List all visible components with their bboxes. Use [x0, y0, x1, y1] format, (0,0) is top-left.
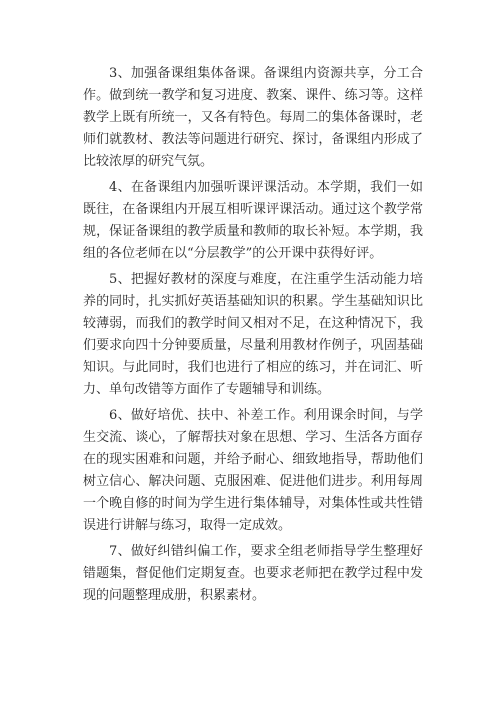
text-line: 比较浓厚的研究气氛。 — [83, 154, 214, 169]
text-line: 较薄弱，而我们的教学时间又相对不足，在这种情况下，我 — [83, 316, 423, 331]
paragraph-6 — [83, 405, 423, 537]
text-line: 生交流、谈心，了解帮扶对象在思想、学习、生活各方面存 — [83, 430, 423, 445]
text-line: 知识。与此同时，我们也进行了相应的练习，并在词汇、听 — [83, 360, 423, 375]
text-line: 3、加强备课组集体备课。备课组内资源共享，分工合 — [109, 66, 423, 81]
text-line: 教学上既有所统一，又各有特色。每周二的集体备课时，老 — [83, 110, 423, 125]
text-line: 力、单句改错等方面作了专题辅导和训练。 — [83, 382, 331, 397]
text-line: 既往，在备课组内开展互相听课评课活动。通过这个教学常 — [83, 202, 423, 217]
text-line: 误进行讲解与练习，取得一定成效。 — [83, 518, 292, 533]
document-body — [83, 63, 423, 611]
text-line: 一个晚自修的时间为学生进行集体辅导，对集体性或共性错 — [83, 496, 423, 511]
text-line: 错题集，督促他们定期复查。也要求老师把在教学过程中发 — [83, 566, 423, 581]
paragraph-4 — [83, 177, 423, 265]
text-line: 作。做到统一教学和复习进度、教案、课件、练习等。这样 — [83, 88, 423, 103]
text-line: 们要求向四十分钟要质量，尽量利用教材作例子，巩固基础 — [83, 338, 423, 353]
text-line: 现的问题整理成册，积累素材。 — [83, 588, 266, 603]
text-line: 组的各位老师在以“分层教学”的公开课中获得好评。 — [83, 246, 383, 261]
paragraph-5 — [83, 269, 423, 401]
text-line: 4、在备课组内加强听课评课活动。本学期，我们一如 — [109, 180, 423, 195]
text-line: 养的同时，扎实抓好英语基础知识的积累。学生基础知识比 — [83, 294, 423, 309]
text-line: 规，保证备课组的教学质量和教师的取长补短。本学期，我 — [83, 224, 423, 239]
text-line: 7、做好纠错纠偏工作，要求全组老师指导学生整理好 — [109, 544, 423, 559]
paragraph-3 — [83, 63, 423, 173]
paragraph-7 — [83, 541, 423, 607]
text-line: 在的现实困难和问题，并给予耐心、细致地指导，帮助他们 — [83, 452, 423, 467]
text-line: 树立信心、解决问题、克服困难、促进他们进步。利用每周 — [83, 474, 423, 489]
text-line: 6、做好培优、扶中、补差工作。利用课余时间，与学 — [109, 408, 423, 423]
text-line: 师们就教材、教法等问题进行研究、探讨，备课组内形成了 — [83, 132, 423, 147]
text-line: 5、把握好教材的深度与难度，在注重学生活动能力培 — [109, 272, 423, 287]
